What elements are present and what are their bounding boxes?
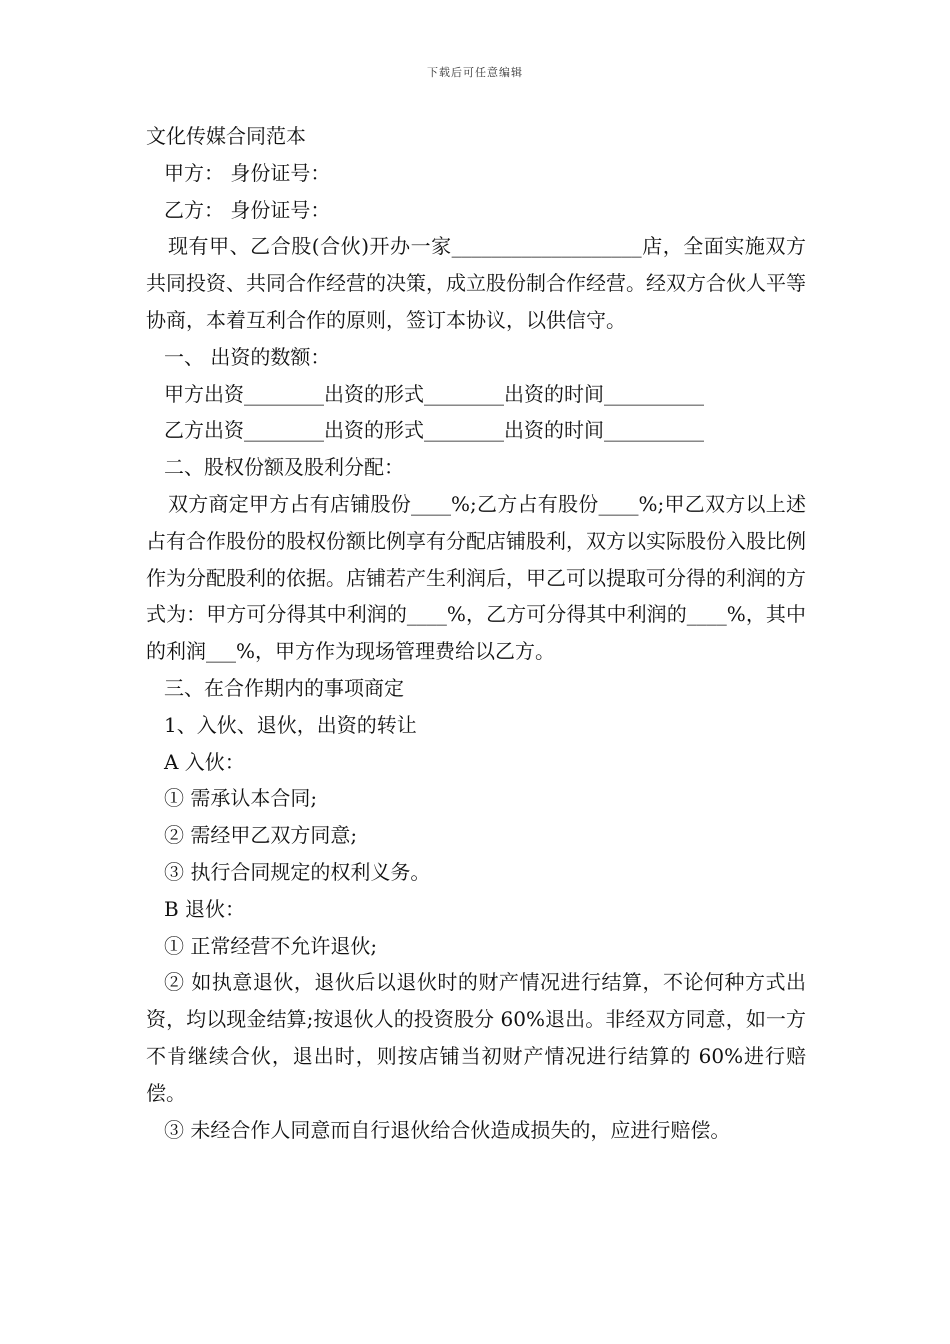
document-title: 文化传媒合同范本 (146, 124, 306, 148)
join-heading: A 入伙： (164, 749, 245, 774)
section2-heading: 二、股权份额及股利分配： (164, 455, 404, 480)
withdraw-item: ① 正常经营不允许退伙; (164, 933, 378, 958)
section1-party-a-investment: 甲方出资________出资的形式________出资的时间__________ (164, 381, 704, 406)
withdraw-item: ③ 未经合作人同意而自行退伙给合伙造成损失的，应进行赔偿。 (164, 1117, 731, 1142)
section1-party-b-investment: 乙方出资________出资的形式________出资的时间__________ (164, 418, 704, 443)
join-item: ③ 执行合同规定的权利义务。 (164, 859, 431, 884)
join-item: ② 需经甲乙双方同意; (164, 823, 358, 848)
withdraw-heading: B 退伙： (164, 896, 246, 921)
section3-heading: 三、在合作期内的事项商定 (164, 675, 404, 700)
document-body (146, 118, 806, 1148)
party-a-line: 甲方： 身份证号： (164, 160, 331, 185)
item1-heading: 1、入伙、退伙，出资的转让 (164, 712, 417, 737)
withdraw-item: ② 如执意退伙，退伙后以退伙时的财产情况进行结算，不论何种方式出资，均以现金结算;按退伙人的投资股分 60%退出。非经双方同意，如一方不肯继续合伙，退出时，则按店铺当初财产情况进行结算的 60%进行赔偿。 (146, 970, 806, 1105)
intro-paragraph: 现有甲、乙合股(合伙)开办一家___________________店，全面实施双方共同投资、共同合作经营的决策，成立股份制合作经营。经双方合伙人平等协商，本着互利合作的原则，签订本协议，以供信守。 (146, 234, 806, 332)
party-b-line: 乙方： 身份证号： (164, 197, 331, 222)
section1-heading: 一、 出资的数额： (164, 344, 331, 369)
section2-body: 双方商定甲方占有店铺股份____%;乙方占有股份____%;甲乙双方以上述占有合作股份的股权份额比例享有分配店铺股利，双方以实际股份入股比例作为分配股利的依据。店铺若产生利润后，甲乙可以提取可分得的利润的方式为：甲方可分得其中利润的____%，乙方可分得其中利润的____%，其中的利润___%，甲方作为现场管理费给以乙方。 (146, 491, 806, 664)
page-header: 下载后可任意编辑 (427, 66, 523, 79)
join-item: ① 需承认本合同; (164, 786, 318, 811)
